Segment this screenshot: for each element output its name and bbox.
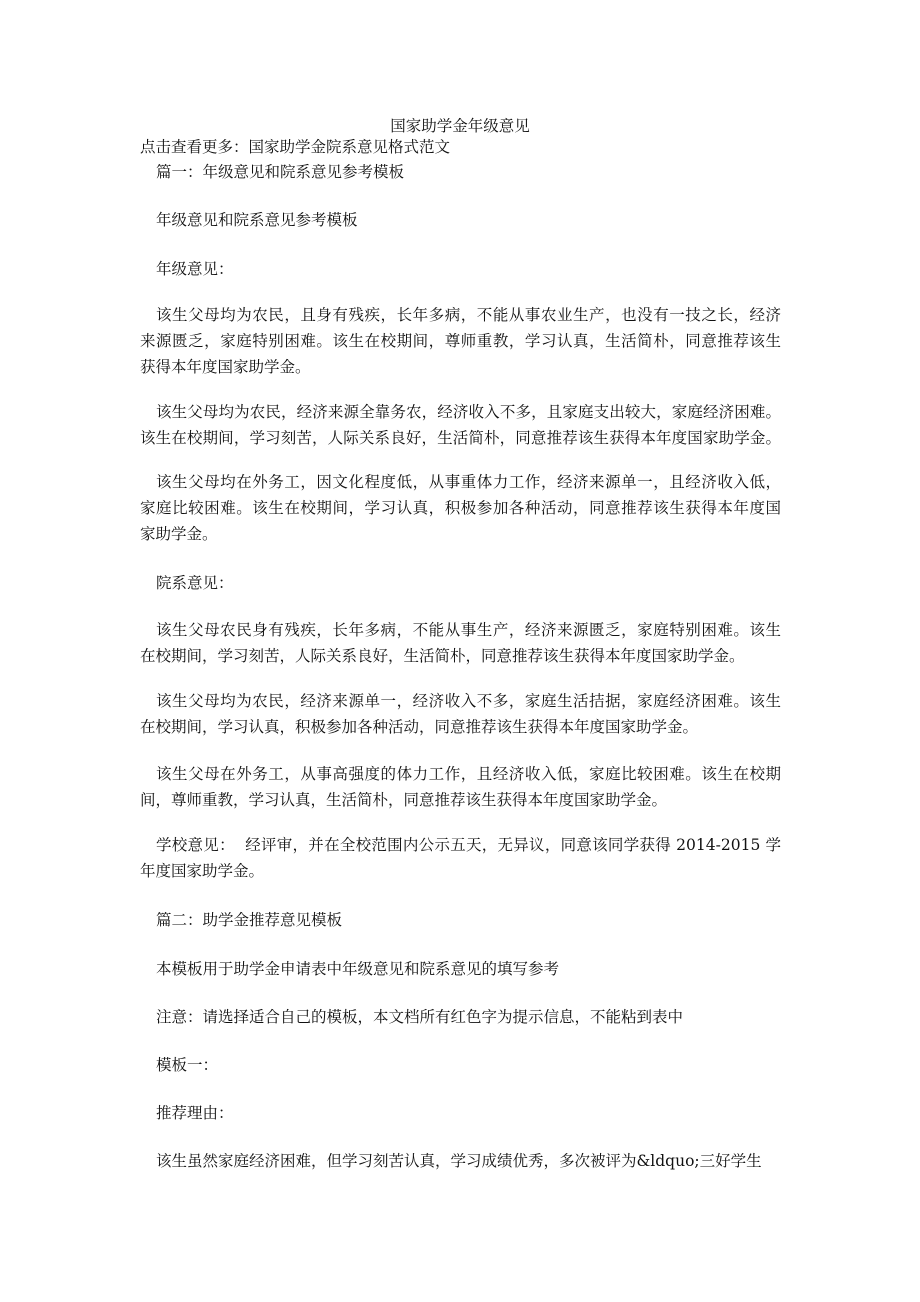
template1-label: 模板一：	[156, 1056, 219, 1074]
reason-label: 推荐理由：	[156, 1104, 234, 1122]
text-line: 在校期间，学习刻苦，人际关系良好，生活简朴，同意推荐该生获得本年度国家助学金。	[140, 647, 745, 665]
text-line: 学校意见： 经评审，并在全校范围内公示五天，无异议，同意该同学获得 2014-2015 学	[156, 836, 781, 854]
dept-opinion-3	[140, 761, 781, 813]
doc-title: 国家助学金年级意见	[390, 117, 530, 135]
text-line: 该生父母均在外务工，因文化程度低，从事重体力工作，经济来源单一，且经济收入低，	[156, 473, 781, 491]
text-line: 家庭比较困难。该生在校期间，学习认真，积极参加各种活动，同意推荐该生获得本年度国	[140, 499, 781, 517]
grade-opinion-3	[140, 469, 781, 547]
grade-label: 年级意见：	[156, 260, 234, 278]
text-line: 来源匮乏，家庭特别困难。该生在校期间，尊师重教，学习认真，生活简朴，同意推荐该生	[140, 332, 781, 350]
text-line: 年度国家助学金。	[140, 862, 265, 880]
text-line: 间，尊师重教，学习认真，生活简朴，同意推荐该生获得本年度国家助学金。	[140, 791, 668, 809]
dept-opinion-2	[140, 688, 781, 740]
dept-label: 院系意见：	[156, 574, 234, 592]
part1-heading: 篇一：年级意见和院系意见参考模板	[156, 163, 405, 181]
more-link[interactable]: 点击查看更多：国家助学金院系意见格式范文	[140, 138, 451, 156]
text-line: 该生父母均为农民，且身有残疾，长年多病，不能从事农业生产，也没有一技之长，经济	[156, 306, 781, 324]
text-line: 该生父母农民身有残疾，长年多病，不能从事生产，经济来源匮乏，家庭特别困难。该生	[156, 621, 781, 639]
last-line: 该生虽然家庭经济困难，但学习刻苦认真，学习成绩优秀，多次被评为&ldquo;三好学生	[156, 1152, 762, 1170]
dept-opinion-1	[140, 617, 781, 669]
part2-intro: 本模板用于助学金申请表中年级意见和院系意见的填写参考	[156, 960, 560, 978]
text-line: 该生父母在外务工，从事高强度的体力工作，且经济收入低，家庭比较困难。该生在校期	[156, 765, 781, 783]
text-line: 该生父母均为农民，经济来源全靠务农，经济收入不多，且家庭支出较大，家庭经济困难。	[156, 403, 781, 421]
text-line: 该生父母均为农民，经济来源单一，经济收入不多，家庭生活拮据，家庭经济困难。该生	[156, 692, 781, 710]
text-line: 获得本年度国家助学金。	[140, 358, 311, 376]
grade-opinion-2	[140, 399, 781, 451]
text-line: 该生在校期间，学习刻苦，人际关系良好，生活简朴，同意推荐该生获得本年度国家助学金。	[140, 429, 781, 447]
part2-heading: 篇二：助学金推荐意见模板	[156, 911, 343, 929]
text-line: 在校期间，学习认真，积极参加各种活动，同意推荐该生获得本年度国家助学金。	[140, 718, 699, 736]
part2-note: 注意：请选择适合自己的模板，本文档所有红色字为提示信息，不能粘到表中	[156, 1008, 684, 1026]
grade-opinion-1	[140, 302, 781, 380]
text-line: 家助学金。	[140, 525, 218, 543]
school-opinion	[140, 832, 781, 884]
part1-subheading: 年级意见和院系意见参考模板	[156, 211, 358, 229]
